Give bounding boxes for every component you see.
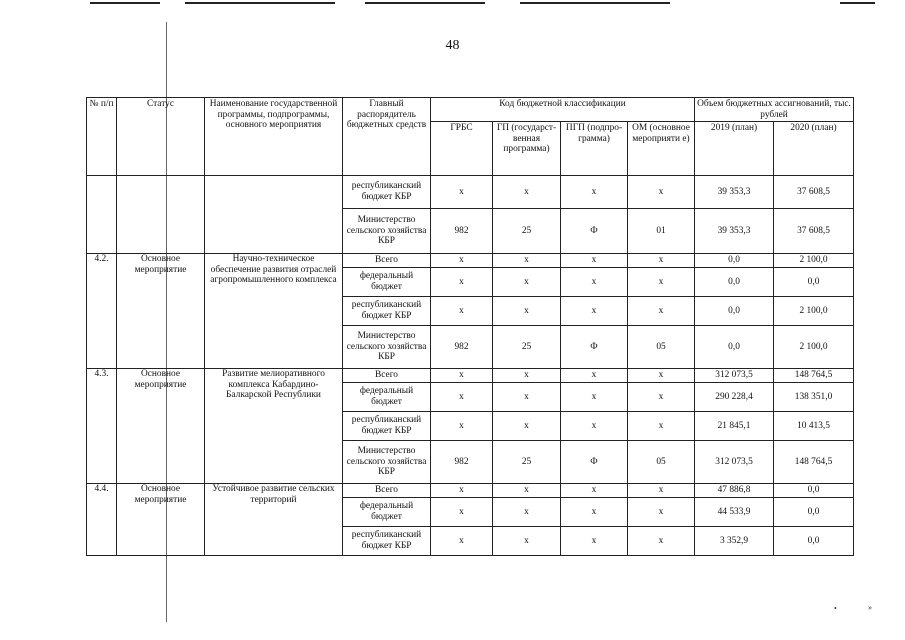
- row-status: Основное мероприятие: [117, 484, 205, 556]
- value-2019: 21 845,1: [695, 412, 774, 441]
- gp-cell: 25: [493, 441, 561, 484]
- om-cell: х: [628, 484, 695, 498]
- empty-cell: [87, 176, 117, 254]
- table-row: [87, 176, 854, 209]
- om-cell: х: [628, 176, 695, 209]
- header-year-2019: 2019 (план): [695, 122, 774, 176]
- grbs-cell: 982: [431, 209, 493, 254]
- om-cell: х: [628, 383, 695, 412]
- pgp-cell: х: [561, 383, 628, 412]
- grbs-cell: 982: [431, 441, 493, 484]
- grbs-cell: х: [431, 297, 493, 326]
- table-row: [87, 254, 854, 268]
- gp-cell: х: [493, 498, 561, 527]
- header-num: № п/п: [87, 98, 117, 176]
- row-number: 4.2.: [87, 254, 117, 369]
- pgp-cell: х: [561, 498, 628, 527]
- header-grbs: ГРБС: [431, 122, 493, 176]
- value-2019: 47 886,8: [695, 484, 774, 498]
- funding-source: федеральный бюджет: [343, 268, 431, 297]
- empty-cell: [205, 176, 343, 254]
- value-2020: 0,0: [774, 268, 854, 297]
- value-2019: 0,0: [695, 326, 774, 369]
- header-om: ОМ (основное мероприяти е): [628, 122, 695, 176]
- value-2020: 2 100,0: [774, 326, 854, 369]
- funding-source: Всего: [343, 484, 431, 498]
- grbs-cell: х: [431, 412, 493, 441]
- gp-cell: х: [493, 254, 561, 268]
- om-cell: х: [628, 498, 695, 527]
- grbs-cell: х: [431, 176, 493, 209]
- value-2020: 37 608,5: [774, 209, 854, 254]
- value-2019: 312 073,5: [695, 369, 774, 383]
- activity-name: Развитие мелиоративного комплекса Кабардино-Балкарской Республики: [205, 369, 343, 484]
- funding-source: Всего: [343, 254, 431, 268]
- value-2020: 37 608,5: [774, 176, 854, 209]
- value-2020: 138 351,0: [774, 383, 854, 412]
- gp-cell: х: [493, 527, 561, 556]
- gp-cell: х: [493, 369, 561, 383]
- value-2019: 44 533,9: [695, 498, 774, 527]
- om-cell: 05: [628, 441, 695, 484]
- funding-source: Министерство сельского хозяйства КБР: [343, 326, 431, 369]
- value-2019: 39 353,3: [695, 176, 774, 209]
- funding-source: республиканский бюджет КБР: [343, 176, 431, 209]
- row-number: 4.3.: [87, 369, 117, 484]
- pgp-cell: Ф: [561, 441, 628, 484]
- activity-name: Научно-техническое обеспечение развития отраслей агропромышленного комплекса: [205, 254, 343, 369]
- value-2019: 0,0: [695, 254, 774, 268]
- funding-source: федеральный бюджет: [343, 498, 431, 527]
- header-status: Статус: [117, 98, 205, 176]
- funding-source: республиканский бюджет КБР: [343, 412, 431, 441]
- value-2020: 148 764,5: [774, 441, 854, 484]
- empty-cell: [117, 176, 205, 254]
- pgp-cell: х: [561, 297, 628, 326]
- gp-cell: 25: [493, 326, 561, 369]
- value-2020: 2 100,0: [774, 254, 854, 268]
- pgp-cell: Ф: [561, 326, 628, 369]
- header-year-2020: 2020 (план): [774, 122, 854, 176]
- header-allocation-volume: Объем бюджетных ассигнований, тыс. рублей: [695, 98, 854, 122]
- pgp-cell: х: [561, 527, 628, 556]
- funding-source: Всего: [343, 369, 431, 383]
- header-pgp: ПГП (подпро-грамма): [561, 122, 628, 176]
- value-2019: 290 228,4: [695, 383, 774, 412]
- row-status: Основное мероприятие: [117, 254, 205, 369]
- row-status: Основное мероприятие: [117, 369, 205, 484]
- pgp-cell: Ф: [561, 209, 628, 254]
- om-cell: х: [628, 412, 695, 441]
- grbs-cell: х: [431, 498, 493, 527]
- gp-cell: х: [493, 268, 561, 297]
- budget-table: [86, 97, 854, 556]
- scan-speck: »: [868, 603, 872, 612]
- om-cell: 01: [628, 209, 695, 254]
- header-budget-classification: Код бюджетной классификации: [431, 98, 695, 122]
- om-cell: х: [628, 268, 695, 297]
- funding-source: республиканский бюджет КБР: [343, 297, 431, 326]
- value-2020: 2 100,0: [774, 297, 854, 326]
- gp-cell: х: [493, 484, 561, 498]
- value-2019: 0,0: [695, 297, 774, 326]
- value-2019: 0,0: [695, 268, 774, 297]
- pgp-cell: х: [561, 268, 628, 297]
- pgp-cell: х: [561, 254, 628, 268]
- pgp-cell: х: [561, 412, 628, 441]
- value-2019: 39 353,3: [695, 209, 774, 254]
- scan-line: [520, 2, 670, 4]
- value-2020: 0,0: [774, 484, 854, 498]
- scan-line: [185, 2, 335, 4]
- gp-cell: х: [493, 297, 561, 326]
- grbs-cell: х: [431, 268, 493, 297]
- header-budget-manager: Главный распорядитель бюджетных средств: [343, 98, 431, 176]
- funding-source: Министерство сельского хозяйства КБР: [343, 209, 431, 254]
- funding-source: республиканский бюджет КБР: [343, 527, 431, 556]
- grbs-cell: 982: [431, 326, 493, 369]
- scan-line: [90, 2, 160, 4]
- grbs-cell: х: [431, 527, 493, 556]
- value-2020: 0,0: [774, 527, 854, 556]
- scan-line: [840, 2, 875, 4]
- om-cell: х: [628, 297, 695, 326]
- row-number: 4.4.: [87, 484, 117, 556]
- om-cell: х: [628, 254, 695, 268]
- table-row: [87, 369, 854, 383]
- gp-cell: х: [493, 176, 561, 209]
- om-cell: 05: [628, 326, 695, 369]
- activity-name: Устойчивое развитие сельских территорий: [205, 484, 343, 556]
- scan-line: [365, 2, 485, 4]
- grbs-cell: х: [431, 254, 493, 268]
- value-2019: 3 352,9: [695, 527, 774, 556]
- table-row: [87, 484, 854, 498]
- value-2019: 312 073,5: [695, 441, 774, 484]
- pgp-cell: х: [561, 484, 628, 498]
- value-2020: 0,0: [774, 498, 854, 527]
- grbs-cell: х: [431, 383, 493, 412]
- header-row: [87, 98, 854, 122]
- gp-cell: 25: [493, 209, 561, 254]
- value-2020: 10 413,5: [774, 412, 854, 441]
- header-gp: ГП (государст-венная программа): [493, 122, 561, 176]
- funding-source: Министерство сельского хозяйства КБР: [343, 441, 431, 484]
- om-cell: х: [628, 369, 695, 383]
- gp-cell: х: [493, 412, 561, 441]
- page-number: 48: [445, 38, 460, 53]
- grbs-cell: х: [431, 484, 493, 498]
- value-2020: 148 764,5: [774, 369, 854, 383]
- pgp-cell: х: [561, 369, 628, 383]
- gp-cell: х: [493, 383, 561, 412]
- scan-speck: •: [834, 604, 837, 613]
- funding-source: федеральный бюджет: [343, 383, 431, 412]
- pgp-cell: х: [561, 176, 628, 209]
- grbs-cell: х: [431, 369, 493, 383]
- header-program-name: Наименование государственной программы, подпрограммы, основного мероприятия: [205, 98, 343, 176]
- om-cell: х: [628, 527, 695, 556]
